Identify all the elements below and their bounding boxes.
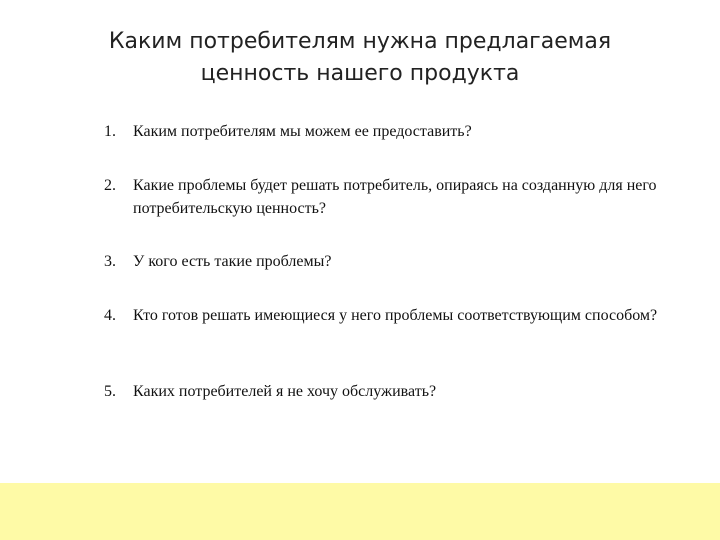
- slide-title-line-2: ценность нашего продукта: [200, 61, 520, 86]
- question-number: 1.: [104, 123, 116, 140]
- question-item-5: [104, 380, 664, 403]
- slide-title: [0, 26, 720, 90]
- question-item-2: [104, 174, 664, 220]
- question-text: Каким потребителям мы можем ее предоставить?: [133, 123, 472, 140]
- question-item-1: [104, 120, 664, 143]
- question-item-4: [104, 304, 664, 327]
- question-number: 3.: [104, 253, 116, 270]
- slide-title-line-1: Каким потребителям нужна предлагаемая: [108, 29, 612, 54]
- question-text: У кого есть такие проблемы?: [133, 253, 332, 270]
- question-text: Какие проблемы будет решать потребитель, опираясь на созданную для него потребительскую ценность?: [133, 177, 657, 217]
- question-item-3: [104, 250, 664, 273]
- question-text: Каких потребителей я не хочу обслуживать?: [133, 383, 437, 400]
- question-text: Кто готов решать имеющиеся у него проблемы соответствующим способом?: [133, 307, 658, 324]
- question-number: 2.: [104, 177, 116, 194]
- question-number: 4.: [104, 307, 116, 324]
- question-number: 5.: [104, 383, 116, 400]
- footer-band: [0, 483, 720, 540]
